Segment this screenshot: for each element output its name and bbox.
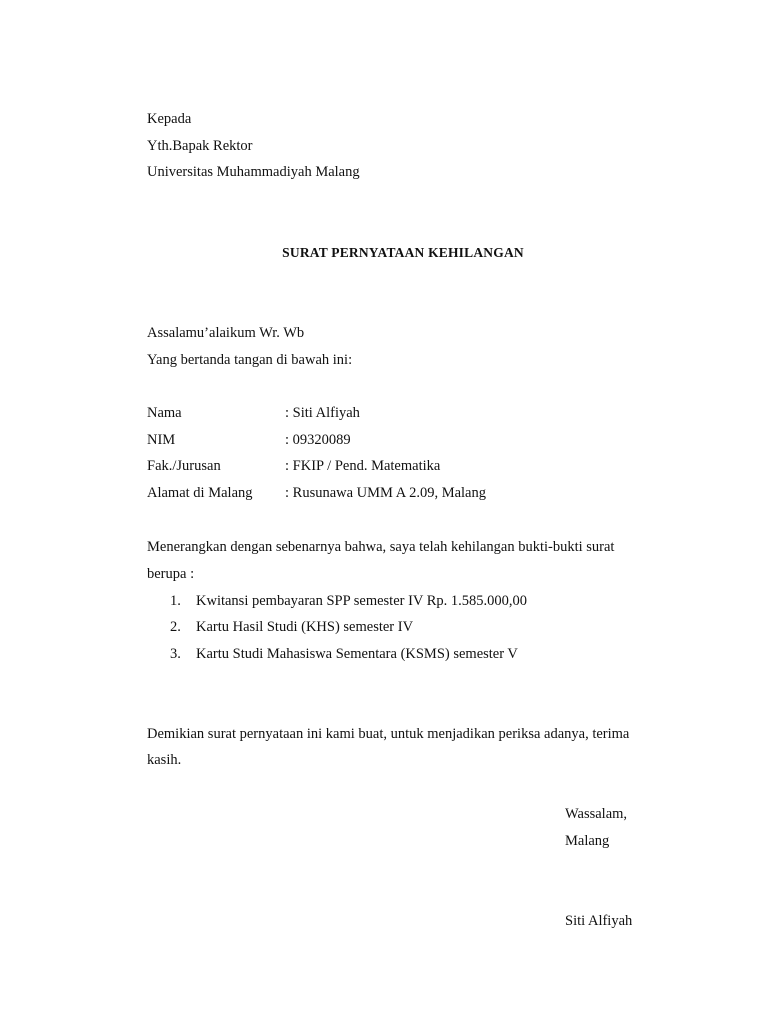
signoff-place: Malang [565,833,610,849]
field-value-jurusan: : FKIP / Pend. Matematika [285,458,441,474]
field-value-nim: : 09320089 [285,432,351,448]
intro-text: Yang bertanda tangan di bawah ini: [147,352,353,368]
list-item-text: Kwitansi pembayaran SPP semester IV Rp. 1.585.000,00 [196,593,528,609]
list-item-text: Kartu Hasil Studi (KHS) semester IV [196,619,414,635]
field-label-nama: Nama [147,405,182,421]
field-label-nim: NIM [147,432,176,448]
signoff-salutation: Wassalam, [565,806,628,822]
list-item-number: 2. [170,619,181,635]
signatory-name: Siti Alfiyah [565,913,633,929]
closing-line-2: kasih. [147,752,182,768]
list-item-number: 1. [170,593,181,609]
field-value-nama: : Siti Alfiyah [285,405,360,421]
greeting: Assalamu’alaikum Wr. Wb [147,325,305,341]
statement-line-2: berupa : [147,566,195,582]
field-value-alamat: : Rusunawa UMM A 2.09, Malang [285,485,486,501]
recipient-line-kepada: Kepada [147,111,192,127]
list-item-number: 3. [170,646,181,662]
recipient-line-title: Yth.Bapak Rektor [147,138,253,154]
document-title: SURAT PERNYATAAN KEHILANGAN [282,245,524,260]
statement-line-1: Menerangkan dengan sebenarnya bahwa, saya telah kehilangan bukti-bukti surat [147,539,615,555]
field-label-jurusan: Fak./Jurusan [147,458,221,474]
recipient-line-institution: Universitas Muhammadiyah Malang [147,164,360,180]
field-label-alamat: Alamat di Malang [147,485,253,501]
closing-line-1: Demikian surat pernyataan ini kami buat, untuk menjadikan periksa adanya, terima [147,726,630,742]
list-item-text: Kartu Studi Mahasiswa Sementara (KSMS) semester V [196,646,518,662]
